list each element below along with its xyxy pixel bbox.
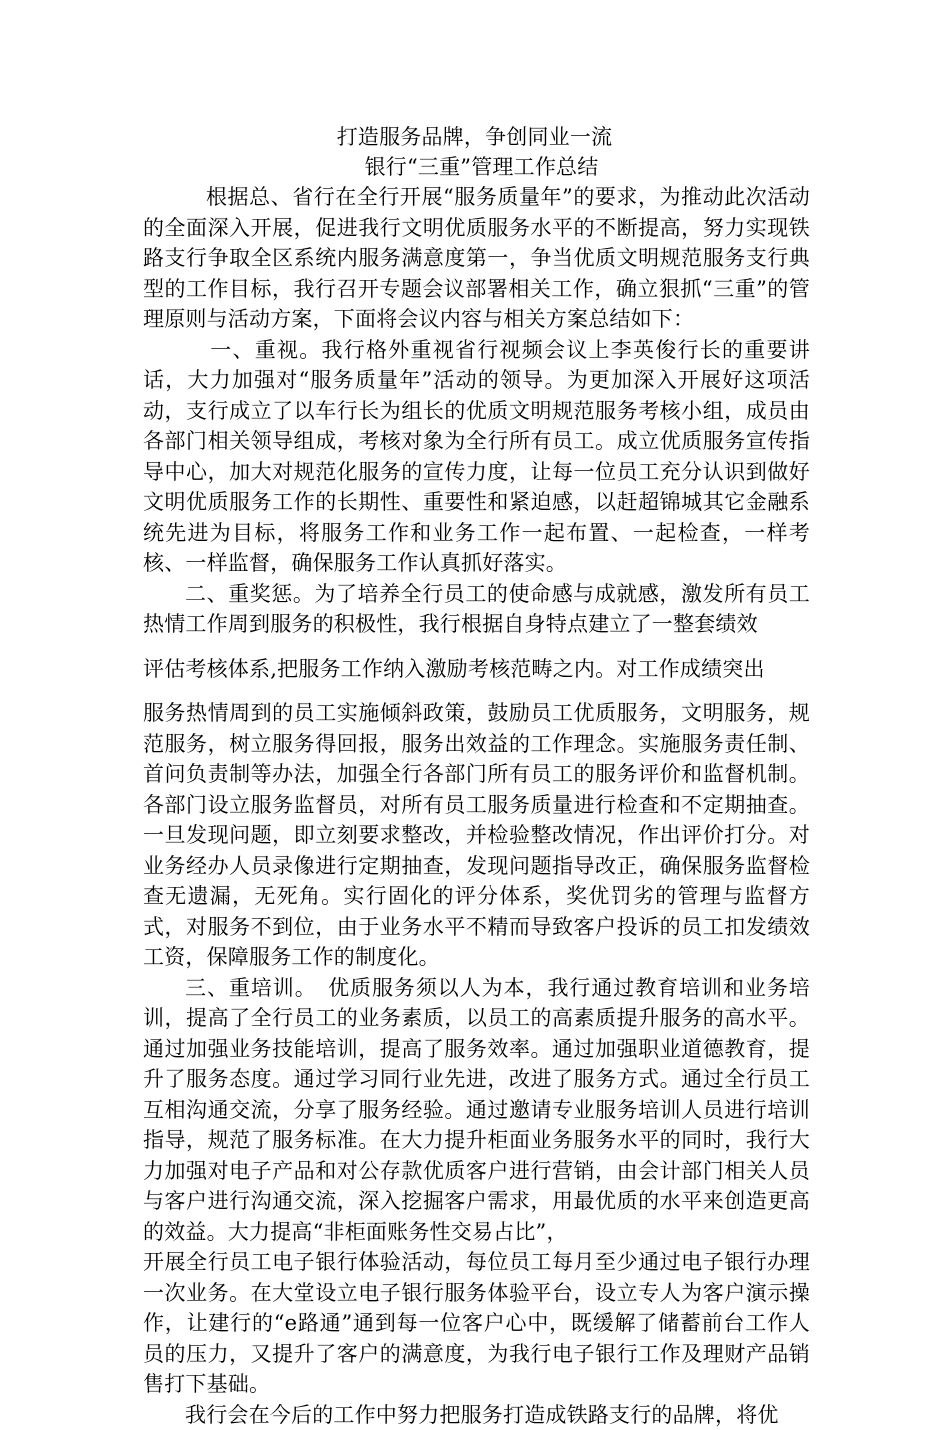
section-2-paragraph-part-a: 二、重奖惩。为了培养全行员工的使命感与成就感，激发所有员工热情工作周到服务的积极性，我行根据自身特点建立了一整套绩效 [143, 579, 810, 640]
section-2-paragraph-part-b: 评估考核体系,把服务工作纳入激励考核范畴之内。对工作成绩突出 [143, 654, 810, 685]
document-body [143, 122, 810, 1430]
section-2-paragraph-part-c: 服务热情周到的员工实施倾斜政策，鼓励员工优质服务，文明服务，规范服务，树立服务得回报，服务出效益的工作理念。实施服务责任制、首问负责制等办法，加强全行各部门所有员工的服务评价和监督机制。各部门设立服务监督员，对所有员工服务质量进行检查和不定期抽查。一旦发现问题，即立刻要求整改，并检验整改情况，作出评价打分。对业务经办人员录像进行定期抽查，发现问题指导改正，确保服务监督检查无遗漏，无死角。实行固化的评分体系，奖优罚劣的管理与监督方式，对服务不到位，由于业务水平不精而导致客户投诉的员工扣发绩效工资，保障服务工作的制度化。 [143, 698, 810, 973]
document-title: 打造服务品牌，争创同业一流 [139, 122, 810, 152]
section-3-paragraph-part-b: 开展全行员工电子银行体验活动，每位员工每月至少通过电子银行办理一次业务。在大堂设立电子银行服务体验平台，设立专人为客户演示操作，让建行的“e路通”通到每一位客户心中，既缓解了储蓄前台工作人员的压力，又提升了客户的满意度，为我行电子银行工作及理财产品销售打下基础。 [143, 1247, 810, 1400]
section-1-paragraph: 一、重视。我行格外重视省行视频会议上李英俊行长的重要讲话，大力加强对“服务质量年”活动的领导。为更加深入开展好这项活动，支行成立了以车行长为组长的优质文明规范服务考核小组，成员由各部门相关领导组成，考核对象为全行所有员工。成立优质服务宣传指导中心，加大对规范化服务的宣传力度，让每一位员工充分认识到做好文明优质服务工作的长期性、重要性和紧迫感，以赶超锦城其它金融系统先进为目标，将服务工作和业务工作一起布置、一起检查，一样考核、一样监督，确保服务工作认真抓好落实。 [143, 335, 810, 579]
document-subtitle: 银行“三重”管理工作总结 [153, 152, 810, 182]
closing-paragraph: 我行会在今后的工作中努力把服务打造成铁路支行的品牌，将优 [143, 1400, 810, 1430]
intro-paragraph: 根据总、省行在全行开展“服务质量年”的要求，为推动此次活动的全面深入开展，促进我行文明优质服务水平的不断提高，努力实现铁路支行争取全区系统内服务满意度第一，争当优质文明规范服务支行典型的工作目标，我行召开专题会议部署相关工作，确立狠抓“三重”的管理原则与活动方案，下面将会议内容与相关方案总结如下： [143, 182, 810, 335]
section-3-paragraph-part-a: 三、重培训。 优质服务须以人为本，我行通过教育培训和业务培训，提高了全行员工的业务素质，以员工的高素质提升服务的高水平。通过加强业务技能培训，提高了服务效率。通过加强职业道德教育，提升了服务态度。通过学习同行业先进，改进了服务方式。通过全行员工互相沟通交流，分享了服务经验。通过邀请专业服务培训人员进行培训指导，规范了服务标准。在大力提升柜面业务服务水平的同时，我行大力加强对电子产品和对公存款优质客户进行营销，由会计部门相关人员与客户进行沟通交流，深入挖掘客户需求，用最优质的水平来创造更高的效益。大力提高“非柜面账务性交易占比”， [143, 973, 810, 1248]
